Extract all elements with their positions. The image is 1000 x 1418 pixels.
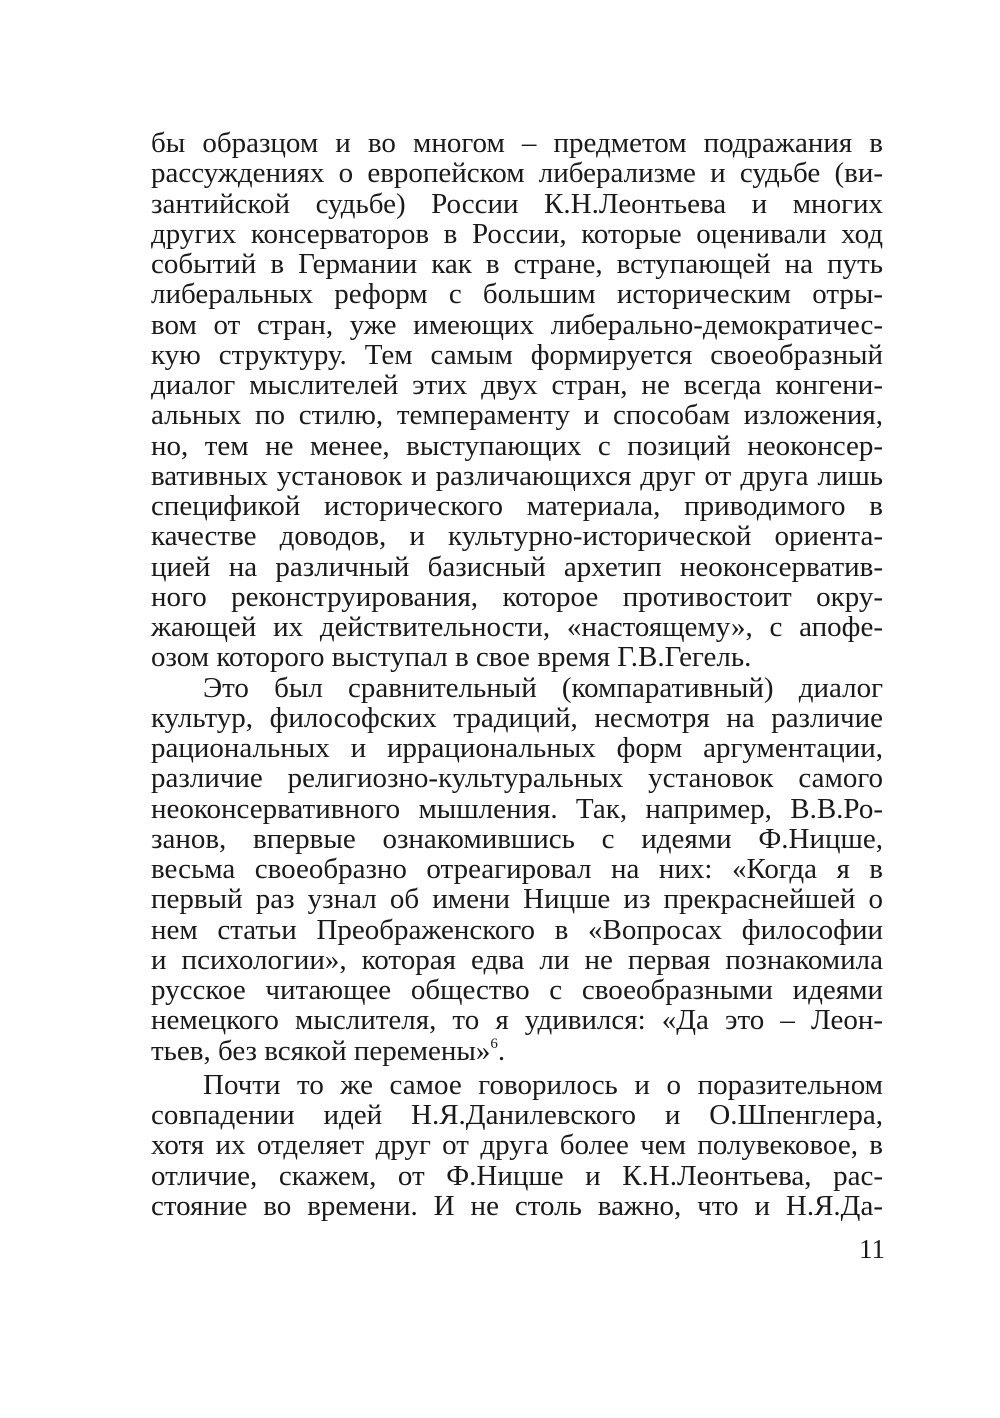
text-line: альных по стилю, темпераменту и способам изложения, <box>151 399 883 432</box>
text-line: качестве доводов, и культурно-исторической ориента- <box>151 520 883 553</box>
paragraph-2 <box>151 673 883 1066</box>
text-line: отличие, скажем, от Ф.Ницше и К.Н.Леонтьева, рас- <box>151 1159 883 1192</box>
text-line: занов, впервые ознакомившись с идеями Ф.Ницше, <box>151 822 883 855</box>
text-line: стояние во времени. И не столь важно, что и Н.Я.Да- <box>151 1189 883 1222</box>
text-line: нем статьи Преображенского в «Вопросах философии <box>151 913 883 946</box>
text-line-content: тьев, без всякой перемены» <box>151 1034 491 1067</box>
text-line: неоконсервативного мышления. Так, например, В.В.Ро- <box>151 792 883 825</box>
text-line: совпадении идей Н.Я.Данилевского и О.Шпенглера, <box>151 1099 883 1131</box>
text-line: ного реконструирования, которое противостоит окру- <box>151 580 883 613</box>
text-line: бы образцом и во многом – предметом подражания в <box>151 127 883 159</box>
text-line: Почти то же самое говорилось и о поразительном <box>203 1068 883 1101</box>
text-line: либеральных реформ с большим историческим отры- <box>151 278 883 311</box>
text-line: спецификой исторического материала, приводимого в <box>151 490 883 522</box>
text-line: вом от стран, уже имеющих либерально-демократичес- <box>151 308 883 341</box>
footnote-marker: 6 <box>490 1035 498 1052</box>
text-line: рациональных и иррациональных форм аргументации, <box>151 732 883 764</box>
text-line: озом которого выступал в свое время Г.В.Гегель. <box>151 641 752 674</box>
text-line: жающей их действительности, «настоящему», с апофе- <box>151 611 883 643</box>
text-line: цией на различный базисный архетип неоконсерватив- <box>151 550 883 583</box>
body-text <box>151 128 883 1221</box>
text-line: хотя их отделяет друг от друга более чем полувековое, в <box>151 1129 883 1162</box>
text-line: русское читающее общество с своеобразными идеями <box>151 974 883 1006</box>
sentence-end: . <box>497 1034 506 1067</box>
text-line: событий в Германии как в стране, вступающей на путь <box>151 248 883 280</box>
paragraph-1 <box>151 128 883 673</box>
text-line: рассуждениях о европейском либерализме и судьбе (ви- <box>151 157 883 190</box>
text-line: других консерваторов в России, которые оценивали ход <box>151 217 883 250</box>
text-line: культур, философских традиций, несмотря на различие <box>151 701 883 734</box>
text-line: диалог мыслителей этих двух стран, не всегда конгени- <box>151 369 883 401</box>
text-line: вативных установок и различающихся друг от друга лишь <box>151 459 883 492</box>
text-line: но, тем не менее, выступающих с позиций неоконсер- <box>151 429 883 462</box>
text-line: первый раз узнал об имени Ницше из прекраснейшей о <box>151 883 883 916</box>
text-line: немецкого мыслителя, то я удивился: «Да это – Леон- <box>151 1004 883 1037</box>
text-line: Это был сравнительный (компаративный) диалог <box>203 671 883 704</box>
text-line: и психологии», которая едва ли не первая познакомила <box>151 943 883 976</box>
page-number: 11 <box>859 1234 885 1264</box>
text-line: кую структуру. Тем самым формируется своеобразный <box>151 338 883 371</box>
text-line: различие религиозно-культуральных установок самого <box>151 762 883 795</box>
paragraph-3 <box>151 1070 883 1221</box>
text-line: зантийской судьбе) России К.Н.Леонтьева и многих <box>151 187 883 220</box>
text-line: весьма своеобразно отреагировал на них: «Когда я в <box>151 853 883 885</box>
text-line <box>151 1036 883 1066</box>
